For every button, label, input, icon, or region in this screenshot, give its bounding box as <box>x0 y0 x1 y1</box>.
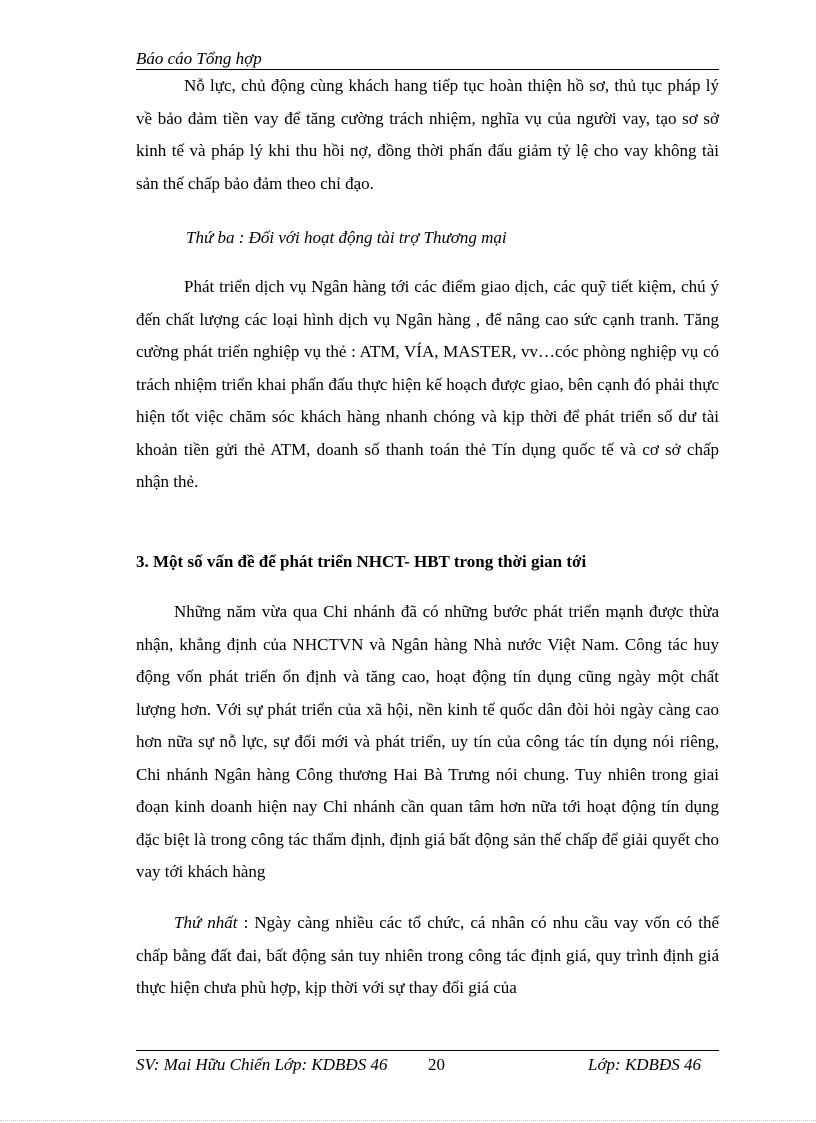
subheading-third-trade-finance: Thứ ba : Đối với hoạt động tài trợ Thương mại <box>186 228 507 247</box>
running-header-title: Báo cáo Tổng hợp <box>136 49 262 68</box>
page-number: 20 <box>428 1055 445 1074</box>
paragraph-first-point <box>136 907 719 1005</box>
footer-class-info: Lớp: KDBĐS 46 <box>588 1055 701 1074</box>
footer-student-info: SV: Mai Hữu Chiến Lớp: KDBĐS 46 <box>136 1055 388 1074</box>
footer-divider <box>136 1050 719 1051</box>
page-bottom-edge <box>0 1120 816 1121</box>
paragraph-banking-services: Phát triển dịch vụ Ngân hàng tới các điểm giao dịch, các quỹ tiết kiệm, chú ý đến chất lượng các loại hình dịch vụ Ngân hàng , để nâng cao sức cạnh tranh. Tăng cường phát triển nghiệp vụ thẻ : ATM, VÍA, MASTER, vv…cóc phòng nghiệp vụ có trách nhiệm triển khai phấn đấu thực hiện kế hoạch được giao, bên cạnh đó phải thực hiện tốt việc chăm sóc khách hàng nhanh chóng và kịp thời để phát triển số dư tài khoản tiền gửi thẻ ATM, doanh số thanh toán thẻ Tín dụng quốc tế và cơ sở chấp nhận thẻ. <box>136 277 719 491</box>
section-heading-3: 3. Một số vấn đề để phát triển NHCT- HBT trong thời gian tới <box>136 552 587 571</box>
paragraph-first-point-text: : Ngày càng nhiều các tổ chức, cá nhân có nhu cầu vay vốn có thế chấp bằng đất đai, bất động sản tuy nhiên trong công tác định giá, quy trình định giá thực hiện chưa phù hợp, kịp thời với sự thay đổi giá của <box>136 913 720 997</box>
paragraph-lead-label: Thứ nhất <box>174 913 238 932</box>
paragraph-branch-development: Những năm vừa qua Chi nhánh đã có những bước phát triển mạnh được thừa nhận, khẳng định của NHCTVN và Ngân hàng Nhà nước Việt Nam. Công tác huy động vốn phát triển ổn định và tăng cao, hoạt động tín dụng cũng ngày một chất lượng hơn. Với sự phát triển của xã hội, nền kinh tế quốc dân đòi hỏi ngày càng cao hơn nữa sự nỗ lực, sự đổi mới và phát triển, uy tín của công tác tín dụng nói riêng, Chi nhánh Ngân hàng Công thương Hai Bà Trưng nói chung. Tuy nhiên trong giai đoạn kinh doanh hiện nay Chi nhánh cần quan tâm hơn nữa tới hoạt động tín dụng đặc biệt là trong công tác thẩm định, định giá bất động sản thế chấp để giải quyết cho vay tới khách hàng <box>136 602 719 881</box>
paragraph-collateral-procedures: Nỗ lực, chủ động cùng khách hang tiếp tục hoàn thiện hồ sơ, thủ tục pháp lý về bảo đảm tiền vay để tăng cường trách nhiệm, nghĩa vụ của người vay, tạo sơ sở kinh tế và pháp lý khi thu hồi nợ, đồng thời phấn đấu giảm tỷ lệ cho vay không tài sản thế chấp bảo đảm theo chỉ đạo. <box>136 76 719 193</box>
